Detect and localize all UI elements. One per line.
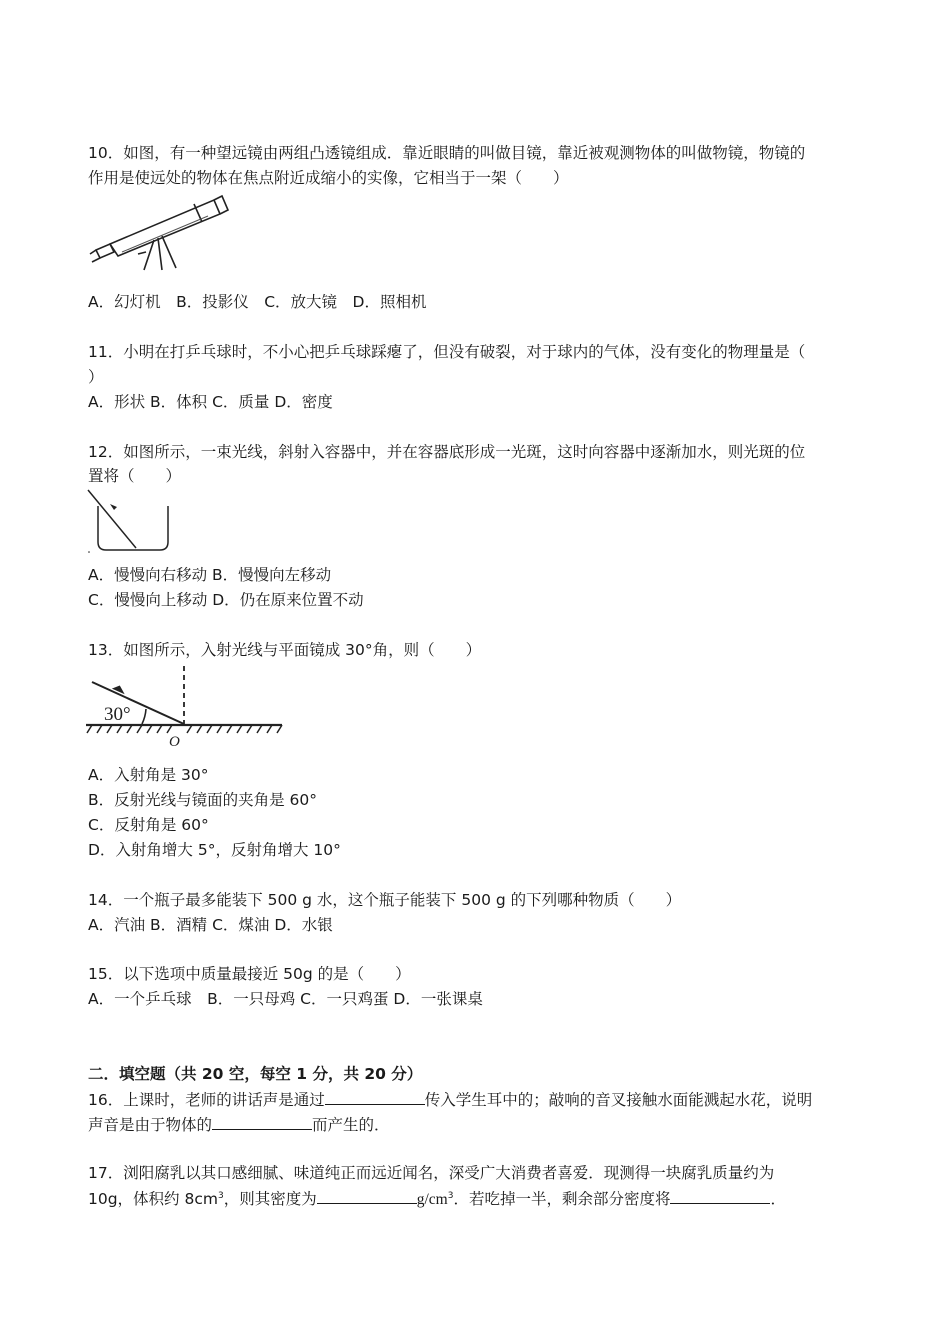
q16-line2 <box>88 1113 390 1136</box>
q17-line1: 17．浏阳腐乳以其口感细腻、味道纯正而远近闻名，深受广大消费者喜爱．现测得一块腐乳质量约为 <box>88 1164 775 1182</box>
q10-stem-line2: 作用是使远处的物体在焦点附近成缩小的实像，它相当于一架（ ） <box>88 169 569 187</box>
q17-text-end: ． <box>770 1190 786 1208</box>
q15-stem: 15．以下选项中质量最接近 50g 的是（ ） <box>88 965 411 983</box>
q16-text-d: 而产生的． <box>312 1116 390 1134</box>
q17-blank-2[interactable] <box>670 1187 770 1204</box>
q10-stem-line1: 10．如图，有一种望远镜由两组凸透镜组成．靠近眼睛的叫做目镜，靠近被观测物体的叫做物镜，物镜的 <box>88 144 806 162</box>
q14-options: A．汽油 B．酒精 C．煤油 D．水银 <box>88 916 333 934</box>
q13-option-d: D．入射角增大 5°，反射角增大 10° <box>88 841 341 859</box>
q16-line1 <box>88 1088 812 1111</box>
q13-stem: 13．如图所示，入射光线与平面镜成 30°角，则（ ） <box>88 641 482 659</box>
q17-unit: g/cm <box>416 1191 448 1208</box>
q15-options: A．一个乒乓球 B．一只母鸡 C．一只鸡蛋 D．一张课桌 <box>88 990 483 1008</box>
container-light-figure <box>86 488 176 554</box>
q13-option-b: B．反射光线与镜面的夹角是 60° <box>88 791 318 809</box>
q16-blank-1[interactable] <box>325 1088 425 1105</box>
q12-options-cd: C．慢慢向上移动 D．仍在原来位置不动 <box>88 591 364 609</box>
q17-sup-1: 3 <box>217 1191 224 1201</box>
q17-text-c: ．若吃掉一半，剩余部分密度将 <box>453 1190 671 1208</box>
q13-option-a: A．入射角是 30° <box>88 766 209 784</box>
q16-text-a: 16．上课时，老师的讲话声是通过 <box>88 1091 325 1109</box>
q16-blank-2[interactable] <box>212 1113 312 1130</box>
telescope-figure <box>86 192 231 274</box>
q12-options-ab: A．慢慢向右移动 B．慢慢向左移动 <box>88 566 332 584</box>
q10-options: A．幻灯机 B．投影仪 C．放大镜 D．照相机 <box>88 293 427 311</box>
q12-stem-line1: 12．如图所示，一束光线，斜射入容器中，并在容器底形成一光斑，这时向容器中逐渐加水，则光斑的位 <box>88 443 806 461</box>
q11-stem-line1: 11．小明在打乒乓球时，不小心把乒乓球踩瘪了，但没有破裂，对于球内的气体，没有变化的物理量是（ <box>88 343 806 361</box>
q14-stem: 14．一个瓶子最多能装下 500 g 水，这个瓶子能装下 500 g 的下列哪种物质（ ） <box>88 891 682 909</box>
q17-text-b: ，则其密度为 <box>223 1190 317 1208</box>
q11-stem-line2: ） <box>88 368 104 386</box>
q17-sup-2: 3 <box>447 1191 454 1201</box>
angle-label: 30° <box>104 704 131 725</box>
q17-line2 <box>88 1187 786 1211</box>
q17-text-a: 10g，体积约 8cm <box>88 1190 218 1208</box>
q13-option-c: C．反射角是 60° <box>88 816 209 834</box>
section-heading: 二．填空题（共 20 空，每空 1 分，共 20 分） <box>88 1065 423 1083</box>
q17-blank-1[interactable] <box>317 1187 417 1204</box>
q12-stem-line2: 置将（ ） <box>88 467 182 485</box>
point-o-label: O <box>169 734 180 750</box>
mirror-reflection-figure <box>86 662 286 750</box>
q11-options: A．形状 B．体积 C．质量 D．密度 <box>88 393 333 411</box>
q16-text-b: 传入学生耳中的；敲响的音叉接触水面能溅起水花，说明 <box>424 1091 813 1109</box>
q16-text-c: 声音是由于物体的 <box>88 1116 213 1134</box>
